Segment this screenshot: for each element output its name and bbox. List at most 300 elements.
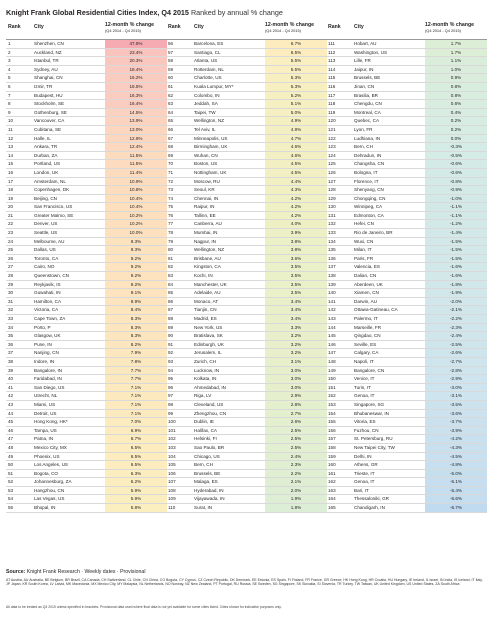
city-cell: Nagpur, IN (194, 238, 216, 244)
change-cell: 7.1% (105, 383, 167, 392)
rank-cell: 145 (328, 333, 336, 339)
table-row (6, 366, 167, 375)
city-cell: Napoli, IT (354, 358, 374, 364)
table-row (326, 48, 487, 57)
city-cell: San Diego, US (34, 384, 65, 390)
rank-cell: 52 (8, 479, 14, 485)
city-cell: Birmingham, UK (194, 144, 228, 150)
city-cell: Genoa, IT (354, 393, 375, 399)
city-cell: Wuxi, CN (354, 238, 374, 244)
table-row (6, 254, 167, 263)
rank-cell: 109 (168, 496, 176, 502)
change-cell: 16.3% (105, 91, 167, 100)
rank-cell: 24 (8, 238, 14, 244)
change-cell: -3.1% (425, 392, 487, 401)
table-row (6, 48, 167, 57)
table-row (326, 486, 487, 495)
table-row (6, 151, 167, 160)
table-row (166, 383, 327, 392)
rank-header: Rank (326, 17, 350, 40)
change-cell: -1.2% (425, 220, 487, 229)
rank-cell: 76 (168, 212, 174, 218)
table-row (326, 125, 487, 134)
city-cell: Glasgow, UK (34, 333, 61, 339)
table-row (166, 349, 327, 358)
table-row (326, 315, 487, 324)
table-row (6, 100, 167, 109)
change-cell: 4.6% (265, 151, 327, 160)
change-cell: -2.1% (425, 306, 487, 315)
change-cell: 10.4% (105, 203, 167, 212)
city-cell: Shenyang, CN (354, 187, 384, 193)
table-row (6, 82, 167, 91)
table-row (166, 315, 327, 324)
city-cell: Queenstown, CN (34, 273, 69, 279)
rank-cell: 139 (328, 281, 336, 287)
change-cell: 4.3% (265, 186, 327, 195)
rank-cell: 127 (328, 178, 336, 184)
change-cell: 6.5% (105, 461, 167, 470)
change-cell: -1.4% (425, 229, 487, 238)
rank-cell: 55 (8, 505, 14, 511)
change-cell: -4.2% (425, 435, 487, 444)
rank-cell: 72 (168, 178, 174, 184)
change-cell: 3.6% (265, 254, 327, 263)
table-row (6, 289, 167, 298)
change-cell: 0.2% (425, 117, 487, 126)
city-cell: Seattle, US (34, 230, 58, 236)
table-row (166, 160, 327, 169)
table-row (326, 40, 487, 49)
rank-cell: 86 (168, 298, 174, 304)
rank-cell: 115 (328, 75, 336, 81)
change-cell: -0.9% (425, 186, 487, 195)
change-cell: 2.3% (265, 461, 327, 470)
rank-cell: 97 (168, 393, 174, 399)
table-row (6, 443, 167, 452)
city-cell: Kuala Lumpur, MY* (194, 83, 234, 89)
city-cell: Vancouver, CA (34, 118, 65, 124)
table-row (166, 246, 327, 255)
rank-cell: 105 (168, 462, 176, 468)
table-row (6, 461, 167, 470)
table-row (326, 74, 487, 83)
city-cell: Shenzhen, CN (34, 41, 64, 46)
city-cell: Aberdeen, UK (354, 281, 383, 287)
change-cell: 16.5% (105, 82, 167, 91)
city-cell: Phoenix, US (34, 453, 60, 459)
table-row (6, 486, 167, 495)
change-cell: 9.1% (105, 289, 167, 298)
table-row (166, 143, 327, 152)
rank-cell: 116 (328, 83, 336, 89)
table-row (326, 375, 487, 384)
table-row (326, 272, 487, 281)
change-cell: 3.5% (265, 280, 327, 289)
rank-cell: 123 (328, 144, 336, 150)
table-row (6, 108, 167, 117)
change-cell: 3.3% (265, 323, 327, 332)
city-cell: Malaga, ES (194, 479, 218, 485)
rank-cell: 49 (8, 453, 14, 459)
footnote: All data to be treated as Q4 2015 unless specified in brackets. Provisional data used where final data is not yet available for some cities listed. Cities shown for indicative purposes only. (6, 605, 282, 609)
table-row (6, 400, 167, 409)
change-cell: 10.4% (105, 194, 167, 203)
change-cell: 4.7% (265, 134, 327, 143)
rank-cell: 111 (328, 41, 335, 46)
rank-cell: 63 (168, 101, 174, 107)
change-cell: 2.5% (265, 426, 327, 435)
table-row (6, 418, 167, 427)
city-cell: Copenhagen, DK (34, 187, 70, 193)
city-cell: Portland, US (34, 161, 61, 167)
city-cell: Bratislava, SK (194, 333, 223, 339)
rank-cell: 163 (328, 487, 336, 493)
rank-cell: 81 (168, 255, 174, 261)
change-cell: 23.4% (105, 48, 167, 57)
table-row (6, 495, 167, 504)
change-cell: -2.8% (425, 366, 487, 375)
city-cell: Izmir, TR (34, 83, 53, 89)
table-row (166, 203, 327, 212)
change-cell: 3.9% (265, 229, 327, 238)
table-row (6, 383, 167, 392)
city-cell: San Francisco, US (34, 204, 73, 210)
city-cell: Lille, FR (354, 58, 371, 64)
city-cell: Chicago, US (194, 453, 220, 459)
change-cell: 2.9% (265, 392, 327, 401)
change-cell: -2.3% (425, 323, 487, 332)
table-row (6, 134, 167, 143)
table-row (6, 220, 167, 229)
change-cell: 1.7% (425, 40, 487, 49)
rank-cell: 35 (8, 333, 14, 339)
change-cell: -6.7% (425, 504, 487, 513)
rank-cell: 50 (8, 462, 14, 468)
rank-cell: 103 (168, 444, 176, 450)
city-cell: Edmonton, CA (354, 212, 384, 218)
change-cell: -3.5% (425, 400, 487, 409)
rank-cell: 11 (8, 126, 13, 132)
city-cell: Bangalore, CN (354, 367, 385, 373)
city-cell: Melbourne, AU (34, 238, 65, 244)
table-row (326, 143, 487, 152)
rank-cell: 121 (328, 126, 336, 132)
city-cell: Boston, US (194, 161, 218, 167)
city-cell: Zurich, CH (194, 358, 216, 364)
city-cell: Taipei, TW (194, 109, 216, 115)
table-row (166, 168, 327, 177)
change-cell: -1.9% (425, 289, 487, 298)
rank-cell: 118 (328, 101, 336, 107)
rank-cell: 45 (8, 419, 14, 425)
change-cell: -3.9% (425, 426, 487, 435)
change-cell: 13.9% (105, 117, 167, 126)
city-cell: St. Petersburg, RU (354, 436, 393, 442)
table-row (6, 40, 167, 49)
rank-cell: 66 (168, 126, 174, 132)
rank-cell: 46 (8, 427, 14, 433)
city-cell: Genoa, IT (354, 479, 375, 485)
rank-cell: 135 (328, 247, 336, 253)
change-cell: 0.9% (425, 74, 487, 83)
change-cell: 9.2% (105, 254, 167, 263)
rank-cell: 43 (8, 401, 14, 407)
index-table-2 (166, 17, 327, 513)
change-cell: 3.4% (265, 315, 327, 324)
change-cell: 8.2% (105, 340, 167, 349)
table-row (166, 340, 327, 349)
table-row (326, 246, 487, 255)
rank-cell: 136 (328, 255, 336, 261)
rank-cell: 62 (168, 92, 174, 98)
city-header: City (190, 17, 265, 40)
table-row (6, 272, 167, 281)
table-row (166, 254, 327, 263)
rank-cell: 22 (8, 221, 14, 227)
table-row (6, 211, 167, 220)
table-row (326, 340, 487, 349)
table-row (6, 297, 167, 306)
change-cell: -2.9% (425, 375, 487, 384)
rank-cell: 29 (8, 281, 14, 287)
change-cell: 7.9% (105, 349, 167, 358)
change-header: 12-month % change (Q4 2014 - Q4 2015) (265, 17, 327, 40)
city-cell: Minneapolis, US (194, 135, 228, 141)
change-cell: 3.1% (265, 357, 327, 366)
change-cell: -0.6% (425, 160, 487, 169)
change-cell: 47.5% (105, 40, 167, 49)
table-row (326, 504, 487, 513)
rank-cell: 87 (168, 307, 174, 313)
city-cell: Detroit, US (34, 410, 57, 416)
table-row (166, 57, 327, 66)
rank-cell: 155 (328, 419, 336, 425)
rank-cell: 42 (8, 393, 14, 399)
city-cell: Singapore, SG (354, 401, 385, 407)
table-row (326, 478, 487, 487)
city-cell: Durban, ZA (34, 152, 58, 158)
change-cell: 11.4% (105, 168, 167, 177)
change-cell: 7.1% (105, 409, 167, 418)
table-row (326, 426, 487, 435)
table-row (326, 323, 487, 332)
rank-cell: 84 (168, 281, 174, 287)
change-cell: -0.6% (425, 168, 487, 177)
change-cell: -0.5% (425, 151, 487, 160)
rank-cell: 23 (8, 230, 14, 236)
table-row (326, 100, 487, 109)
table-row (326, 461, 487, 470)
table-row (326, 194, 487, 203)
table-row (6, 332, 167, 341)
rank-cell: 79 (168, 238, 174, 244)
city-cell: Colombo, IN (194, 92, 220, 98)
rank-cell: 96 (168, 384, 174, 390)
table-row (6, 323, 167, 332)
change-cell: 10.0% (105, 229, 167, 238)
city-cell: Marseille, FR (354, 324, 382, 330)
city-cell: Brisbane, AU (194, 255, 221, 261)
table-row (166, 82, 327, 91)
table-row (326, 117, 487, 126)
rank-cell: 98 (168, 401, 174, 407)
city-cell: Charlotte, US (194, 75, 222, 81)
change-cell: 7.1% (105, 392, 167, 401)
city-cell: Shanghai, CN (34, 75, 63, 81)
city-cell: Kochi, IN (194, 273, 213, 279)
table-row (326, 263, 487, 272)
rank-cell: 110 (168, 505, 176, 511)
city-cell: Winnipeg, CA (354, 204, 383, 210)
rank-cell: 59 (168, 66, 174, 72)
city-cell: Bhubaneswar, IN (354, 410, 389, 416)
change-cell: 13.0% (105, 125, 167, 134)
rank-cell: 154 (328, 410, 336, 416)
city-cell: Toronto, CA (34, 255, 59, 261)
change-cell: 2.1% (265, 478, 327, 487)
change-cell: 0.8% (425, 91, 487, 100)
city-cell: Edinburgh, UK (194, 341, 224, 347)
table-row (6, 435, 167, 444)
table-row (166, 461, 327, 470)
rank-cell: 164 (328, 496, 336, 502)
rank-header: Rank (166, 17, 190, 40)
table-row (6, 74, 167, 83)
table-row (6, 203, 167, 212)
rank-cell: 14 (8, 152, 14, 158)
city-cell: Ahmedabad, IN (194, 384, 226, 390)
table-row (166, 409, 327, 418)
change-cell: -2.5% (425, 340, 487, 349)
table-row (326, 203, 487, 212)
change-cell: 5.9% (105, 486, 167, 495)
rank-cell: 37 (8, 350, 14, 356)
city-cell: Las Vegas, US (34, 496, 65, 502)
change-cell: 0.8% (425, 82, 487, 91)
table-row (166, 211, 327, 220)
rank-cell: 21 (8, 212, 14, 218)
city-cell: Dublin, IE (194, 419, 214, 425)
city-cell: London, UK (34, 169, 59, 175)
change-cell: 8.9% (105, 297, 167, 306)
table-row (166, 40, 327, 49)
city-cell: Seville, ES (354, 341, 377, 347)
rank-cell: 92 (168, 350, 174, 356)
change-cell: 8.4% (105, 306, 167, 315)
city-cell: Tianjin, CN (194, 307, 217, 313)
city-cell: Chandigarh, IN (354, 505, 385, 511)
change-cell: 5.9% (105, 495, 167, 504)
rank-cell: 88 (168, 316, 174, 321)
table-row (6, 409, 167, 418)
rank-cell: 134 (328, 238, 336, 244)
rank-cell: 5 (8, 75, 11, 81)
table-row (166, 486, 327, 495)
rank-cell: 152 (328, 393, 336, 399)
change-cell: -2.4% (425, 332, 487, 341)
rank-cell: 89 (168, 324, 174, 330)
rank-cell: 61 (168, 83, 174, 89)
change-cell: 5.2% (265, 91, 327, 100)
city-cell: Amsterdam, NL (34, 178, 66, 184)
city-cell: Vijayawada, IN (194, 496, 225, 502)
table-row (326, 151, 487, 160)
city-cell: Reykjavik, IS (34, 281, 61, 287)
table-row (326, 418, 487, 427)
change-cell: 6.5% (105, 452, 167, 461)
city-cell: Bari, IT (354, 487, 369, 493)
change-cell: 6.7% (105, 435, 167, 444)
change-header: 12-month % change (Q4 2014 - Q4 2015) (425, 17, 487, 40)
table-row (6, 177, 167, 186)
table-row (6, 375, 167, 384)
city-cell: Halle, IL (34, 135, 51, 141)
rank-cell: 73 (168, 187, 174, 193)
change-cell: 10.8% (105, 186, 167, 195)
table-row (6, 392, 167, 401)
city-cell: Stockholm, SE (34, 101, 65, 107)
rank-cell: 15 (8, 161, 14, 167)
change-cell: 5.5% (265, 65, 327, 74)
rank-cell: 147 (328, 350, 336, 356)
change-cell: 5.5% (265, 57, 327, 66)
change-cell: 6.7% (265, 40, 327, 49)
rank-cell: 137 (328, 264, 336, 270)
rank-cell: 17 (8, 178, 14, 184)
change-cell: 9.2% (105, 272, 167, 281)
change-cell: 3.2% (265, 349, 327, 358)
rank-cell: 112 (328, 49, 336, 55)
rank-cell: 69 (168, 152, 174, 158)
rank-cell: 77 (168, 221, 174, 227)
table-row (326, 211, 487, 220)
rank-cell: 101 (168, 427, 176, 433)
rank-cell: 99 (168, 410, 174, 416)
city-cell: Valencia, ES (354, 264, 380, 270)
rank-header: Rank (6, 17, 30, 40)
city-cell: Utrecht, NL (34, 393, 58, 399)
table-row (326, 134, 487, 143)
table-row (166, 134, 327, 143)
city-cell: Jaipur, IN (354, 66, 374, 72)
city-cell: Manchester, UK (194, 281, 227, 287)
change-cell: 18.4% (105, 65, 167, 74)
table-row (6, 186, 167, 195)
rank-cell: 102 (168, 436, 176, 442)
city-cell: Quebec, CA (354, 118, 380, 124)
change-cell: 1.8% (265, 504, 327, 513)
rank-cell: 3 (8, 58, 11, 64)
change-cell: 4.2% (265, 203, 327, 212)
rank-cell: 74 (168, 195, 174, 201)
change-cell: -0.3% (425, 143, 487, 152)
change-cell: -1.5% (425, 246, 487, 255)
city-cell: Jerusalem, IL (194, 350, 222, 356)
table-row (326, 108, 487, 117)
city-cell: Ottawa-Gatineau, CA (354, 307, 398, 313)
city-cell: Wuhan, CN (194, 152, 218, 158)
city-cell: Nottingham, UK (194, 169, 227, 175)
table-row (166, 435, 327, 444)
rank-cell: 16 (8, 169, 14, 175)
change-header: 12-month % change (Q4 2014 - Q4 2015) (105, 17, 167, 40)
rank-cell: 100 (168, 419, 176, 425)
city-cell: Pune, IN (34, 341, 52, 347)
rank-cell: 120 (328, 118, 336, 124)
city-cell: New York, US (194, 324, 223, 330)
table-row (6, 469, 167, 478)
